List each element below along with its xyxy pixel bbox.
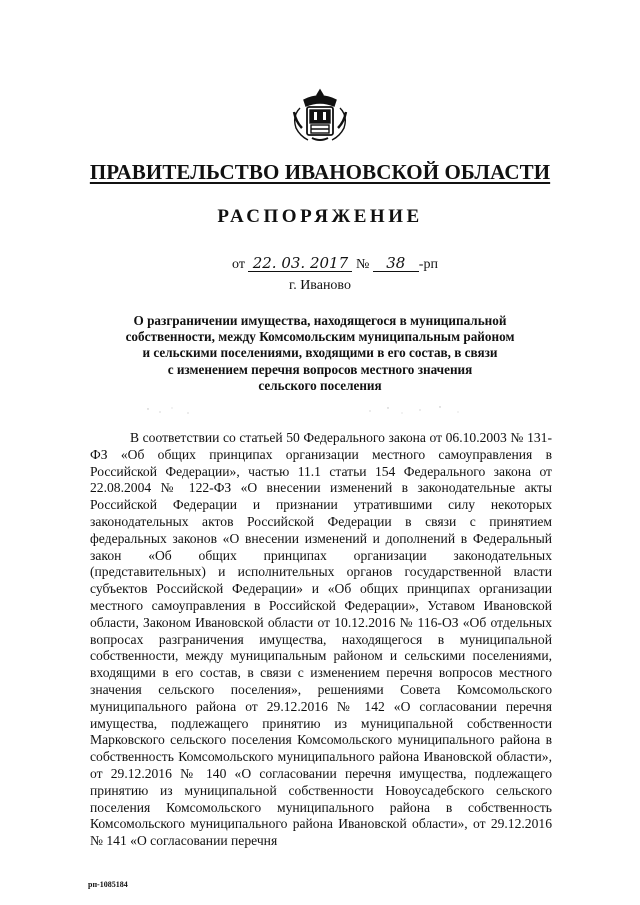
subject-line: и сельскими поселениями, входящими в его состав, в связи — [142, 345, 498, 361]
document-code: рп-1085184 — [88, 880, 128, 889]
subject-block — [0, 313, 640, 394]
document-type: РАСПОРЯЖЕНИЕ — [217, 206, 423, 227]
subject-line: собственности, между Комсомольским муниципальным районом — [125, 329, 515, 345]
number-sign: № — [355, 257, 370, 272]
government-title: ПРАВИТЕЛЬСТВО ИВАНОВСКОЙ ОБЛАСТИ — [89, 160, 551, 184]
coat-of-arms-icon — [290, 86, 350, 144]
number-value: 38 — [373, 255, 419, 272]
body-paragraph — [90, 430, 552, 850]
date-value: 22. 03. 2017 — [248, 255, 352, 272]
body-text: В соответствии со статьей 50 Федерального закона от 06.10.2003 № 131-ФЗ «Об общих принципах организации местного самоуправления в Российской Федерации», частью 11.1 статьи 154 Федерального закона от 22.08.2004 № 122-ФЗ «О внесении изменений в законодательные акты Российской Федерации и признании утратившими силу некоторых законодательных актов Российской Федерации в связи с принятием федеральных законов «О внесении изменений и дополнений в Федеральный закон «Об общих принципах организации законодательных (представительных) и исполнительных органов государственной власти субъектов Российской Федерации» и «Об общих принципах организации местного самоуправления в Российской Федерации», Уставом Ивановской области, Законом Ивановской области от 10.12.2016 № 116-ОЗ «Об отдельных вопросах разграничения имущества, находящегося в муниципальной собственности, между муниципальным районом и сельскими поселениями, входящими в его состав, в связи с изменением перечня вопросов местного значения сельского поселения», решениями Совета Комсомольского муниципального района от 29.12.2016 № 142 «О согласовании перечня имущества, подлежащего принятию из муниципальной собственности Марковского сельского поселения Комсомольского муниципального района в собственность Комсомольского муниципального района Ивановской области», от 29.12.2016 № 140 «О согласовании перечня имущества, подлежащего принятию из муниципальной собственности Новоусадебского сельского поселения Комсомольского муниципального района в собственность Комсомольского муниципального района Ивановской области», от 29.12.2016 № 141 «О согласовании перечня — [90, 430, 552, 849]
subject-line: О разграничении имущества, находящегося в муниципальной — [133, 313, 507, 328]
number-suffix: -рп — [418, 257, 438, 272]
city: г. Иваново — [289, 278, 351, 293]
subject-line: с изменением перечня вопросов местного значения — [167, 361, 473, 377]
date-number-line — [232, 255, 438, 273]
scan-specks — [140, 405, 480, 417]
subject-line: сельского поселения — [258, 377, 382, 393]
date-prefix: от — [232, 257, 245, 272]
